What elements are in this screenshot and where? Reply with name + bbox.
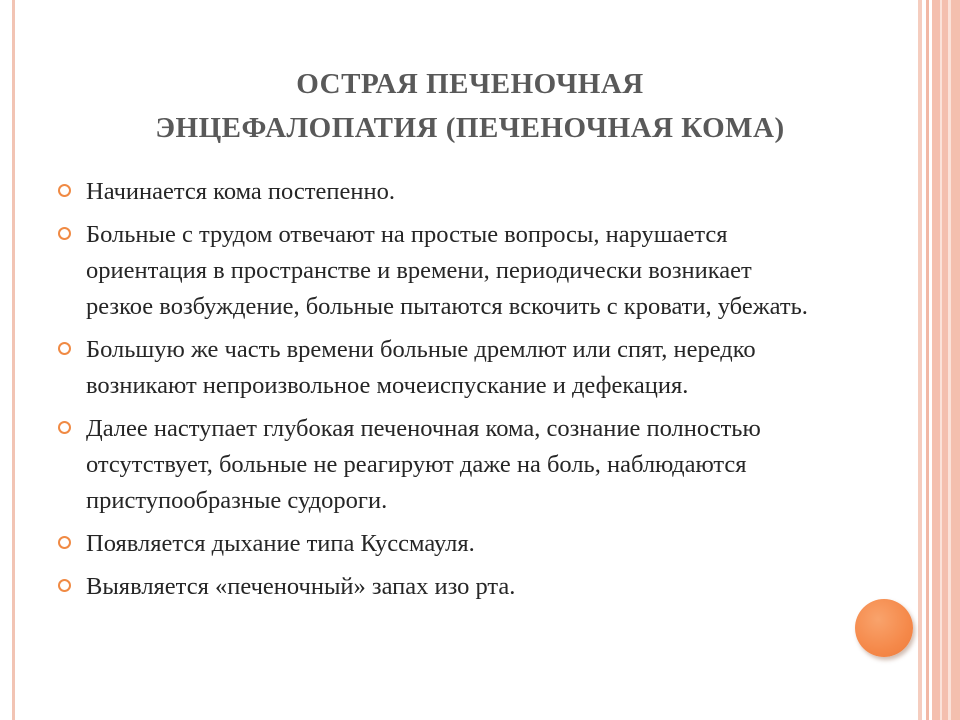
bullet-item [58,526,818,562]
bullet-item [58,569,818,605]
bullet-text: Выявляется «печеночный» запах изо рта. [86,573,516,600]
right-stripe [940,0,942,720]
right-stripe [948,0,951,720]
left-border-line [12,0,15,720]
bullet-text: Больные с трудом отвечают на простые вопросы, нарушается ориентация в пространстве и времени, периодически возникает резкое возбуждение, больные пытаются вскочить с кровати, убежать. [86,221,808,320]
bullet-circle-icon [58,342,71,355]
bullet-item [58,217,818,325]
right-stripe [932,0,960,720]
bullet-text: Появляется дыхание типа Куссмауля. [86,530,475,557]
bullet-text: Далее наступает глубокая печеночная кома, сознание полностью отсутствует, больные не реагируют даже на боль, наблюдаются приступообразные судороги. [86,415,761,514]
slide-title [30,62,910,150]
right-stripe [918,0,922,720]
slide-title-line-1: ОСТРАЯ ПЕЧЕНОЧНАЯ [296,68,644,100]
right-stripe [926,0,929,720]
bullet-item [58,411,818,519]
bullet-item [58,332,818,404]
bullet-circle-icon [58,227,71,240]
bullet-circle-icon [58,421,71,434]
bullet-circle-icon [58,579,71,592]
bullet-circle-icon [58,184,71,197]
bullet-text: Большую же часть времени больные дремлют или спят, нередко возникают непроизвольное мочеиспускание и дефекация. [86,336,756,399]
decorative-circle [855,599,913,657]
slide-title-line-2: ЭНЦЕФАЛОПАТИЯ (ПЕЧЕНОЧНАЯ КОМА) [155,112,785,144]
bullet-list [58,174,818,612]
bullet-item [58,174,818,210]
bullet-text: Начинается кома постепенно. [86,178,395,205]
bullet-circle-icon [58,536,71,549]
